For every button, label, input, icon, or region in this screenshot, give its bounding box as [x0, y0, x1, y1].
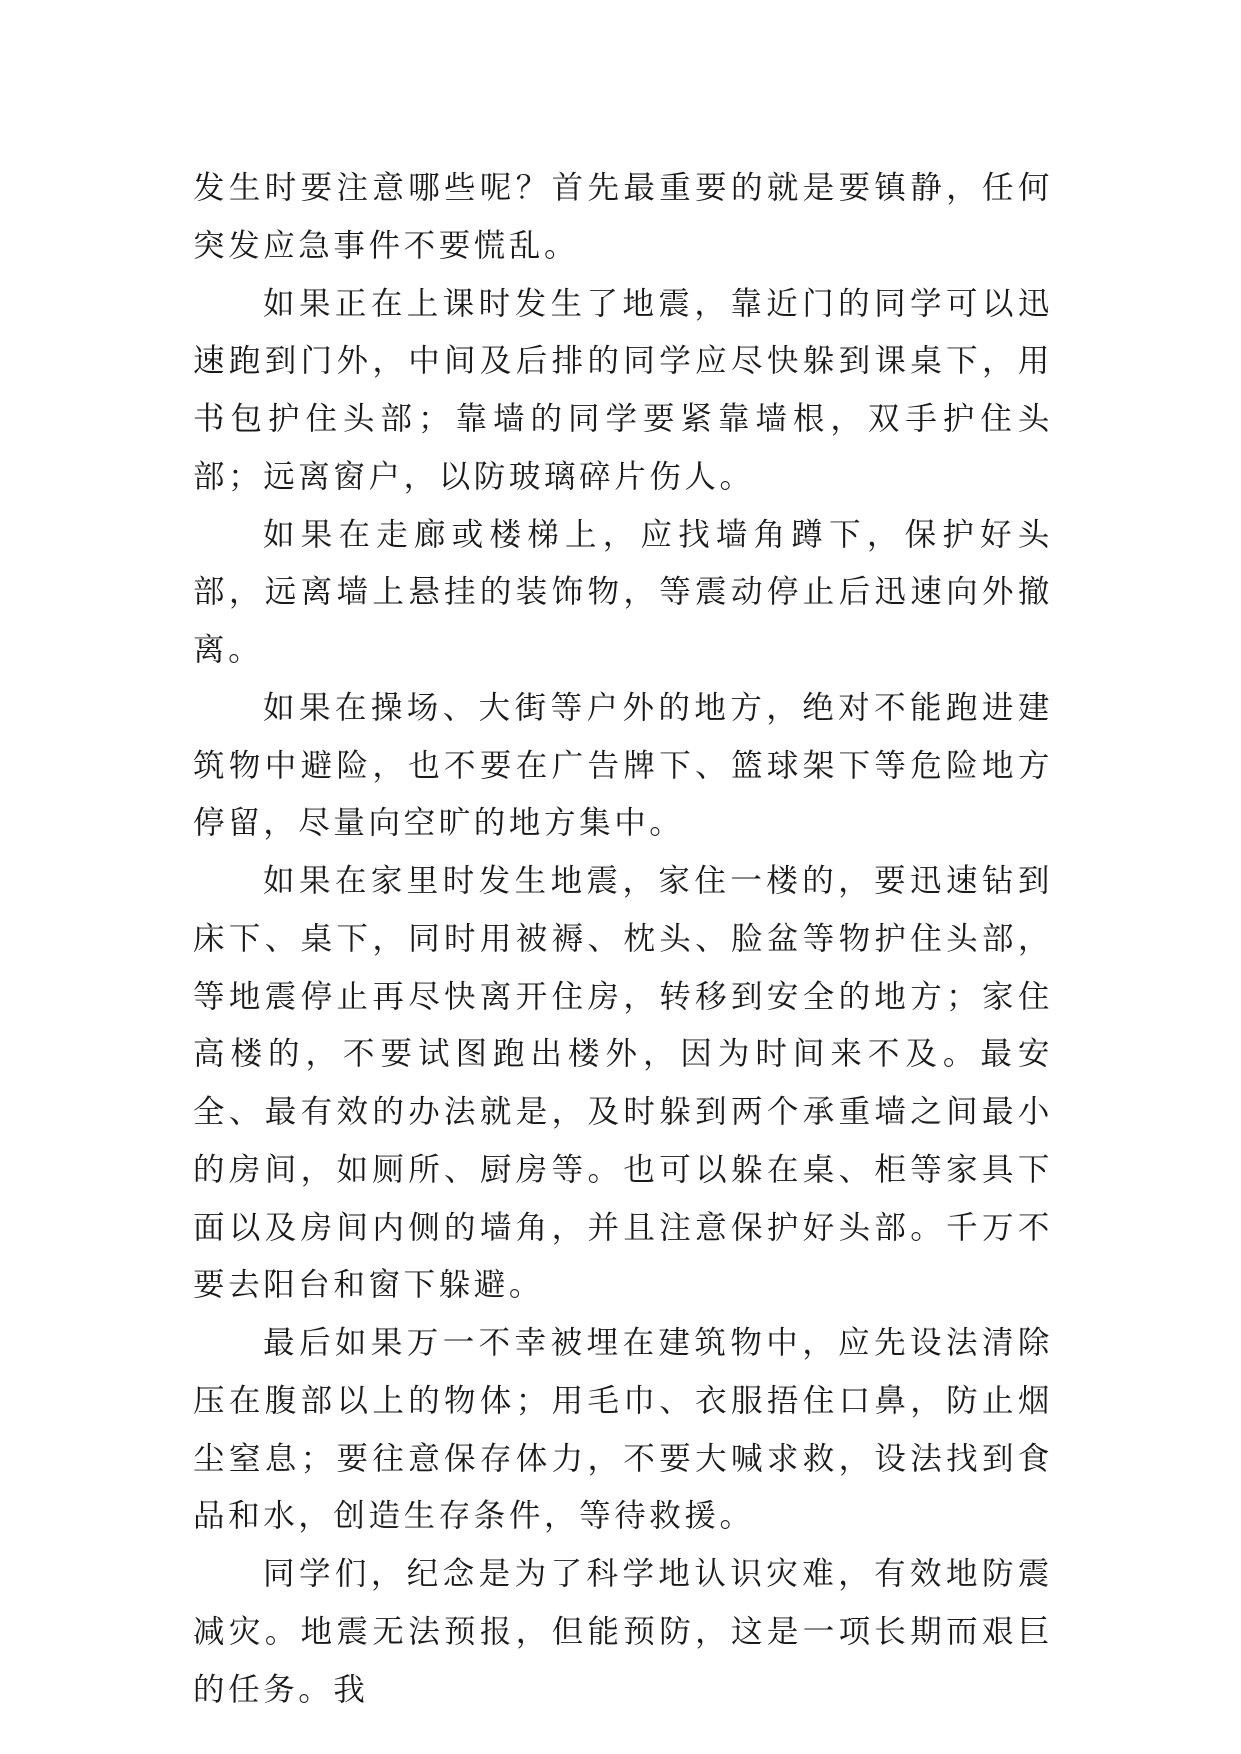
paragraph-continuation: 发生时要注意哪些呢？首先最重要的就是要镇静，任何突发应急事件不要慌乱。	[193, 170, 1053, 264]
paragraph-corridor: 如果在走廊或楼梯上，应找墙角蹲下，保护好头部，远离墙上悬挂的装饰物，等震动停止后迅速向外撤离。	[193, 516, 1053, 668]
paragraph-outdoors: 如果在操场、大街等户外的地方，绝对不能跑进建筑物中避险，也不要在广告牌下、篮球架下等危险地方停留，尽量向空旷的地方集中。	[193, 689, 1053, 842]
paragraph-classroom: 如果正在上课时发生了地震，靠近门的同学可以迅速跑到门外，中间及后排的同学应尽快躲到课桌下，用书包护住头部；靠墙的同学要紧靠墙根，双手护住头部；远离窗户，以防玻璃碎片伤人。	[193, 285, 1053, 495]
paragraph-conclusion: 同学们，纪念是为了科学地认识灾难，有效地防震减灾。地震无法预报，但能预防，这是一项长期而艰巨的任务。我	[193, 1556, 1053, 1708]
document-body	[193, 160, 1053, 1719]
paragraph-home: 如果在家里时发生地震，家住一楼的，要迅速钻到床下、桌下，同时用被褥、枕头、脸盆等物护住头部，等地震停止再尽快离开住房，转移到安全的地方；家住高楼的，不要试图跑出楼外，因为时间来不及。最安全、最有效的办法就是，及时躲到两个承重墙之间最小的房间，如厕所、厨房等。也可以躲在桌、柜等家具下面以及房间内侧的墙角，并且注意保护好头部。千万不要去阳台和窗下躲避。	[193, 863, 1053, 1304]
paragraph-trapped: 最后如果万一不幸被埋在建筑物中，应先设法清除压在腹部以上的物体；用毛巾、衣服捂住口鼻，防止烟尘窒息；要往意保存体力，不要大喊求救，设法找到食品和水，创造生存条件，等待救援。	[193, 1325, 1053, 1535]
